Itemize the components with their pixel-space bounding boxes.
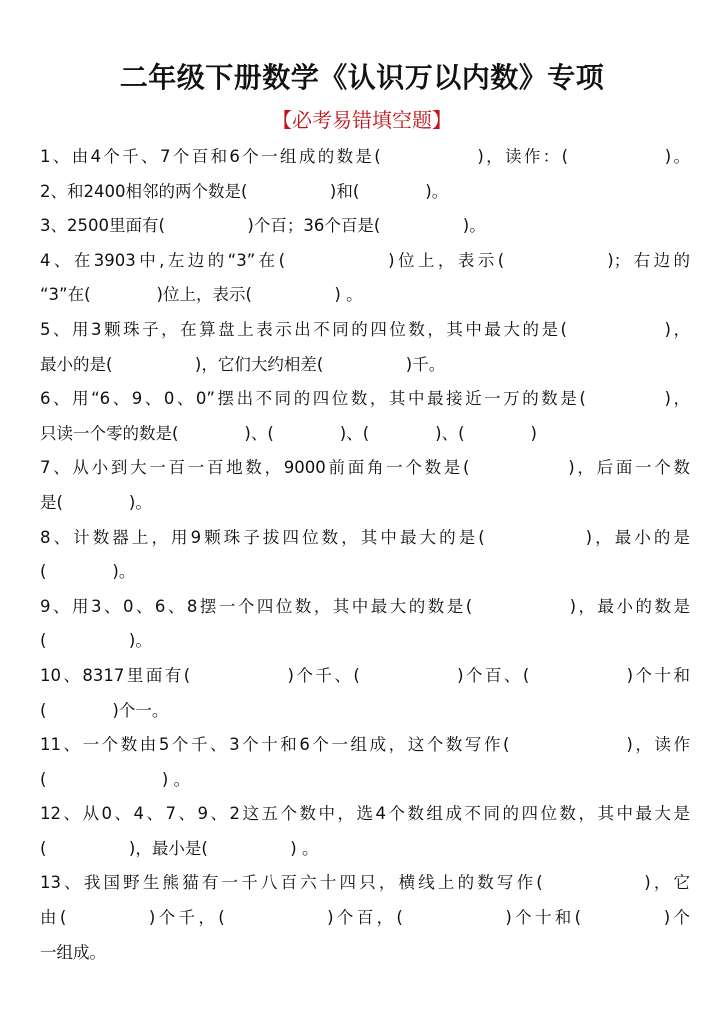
question-line: 一组成。 [40,942,106,962]
question-line: ( )个一。 [40,700,169,720]
question-line: 12、从0、4、7、9、2这五个数中，选4个数组成不同的四位数，其中最大是 [40,804,690,824]
question-line: 1、由4个千、7个百和6个一组成的数是( )，读作：( )。 [40,147,690,166]
question-line: 10、8317里面有( )个千、( )个百、( )个十和 [40,665,690,685]
question-line: 由( )个千，( )个百，( )个十和( )个 [40,908,690,928]
question-line: 4、在3903中,左边的“3”在( )位上，表示( )；右边的 [40,250,690,270]
question-line: ( )，最小是( ) 。 [40,838,319,858]
question-line: 5、用3颗珠子，在算盘上表示出不同的四位数，其中最大的是( )， [40,319,690,339]
page-title: 二年级下册数学《认识万以内数》专项 [119,61,605,94]
question-line: 13、我国野生熊猫有一千八百六十四只，横线上的数写作( )，它 [40,873,690,893]
question-line: 6、用“6、9、0、0”摆出不同的四位数，其中最接近一万的数是( )， [40,389,690,409]
question-line: 2、和2400相邻的两个数是( )和( )。 [40,181,449,201]
question-list [40,144,690,974]
question-line: 只读一个零的数是( )、( )、( )、( ) [40,423,537,443]
question-line: 3、2500里面有( )个百；36个百是( )。 [40,216,486,236]
question-line: 8、计数器上，用9颗珠子拔四位数，其中最大的是( )，最小的是 [40,527,690,547]
question-line: ( ) 。 [40,769,191,789]
question-line: ( )。 [40,562,136,582]
question-line: 11、一个数由5个千、3个十和6个一组成，这个数写作( )，读作 [40,735,690,755]
question-line: 最小的是( )，它们大约相差( )千。 [40,354,446,374]
question-line: 7、从小到大一百一百地数，9000前面角一个数是( )，后面一个数 [40,458,690,478]
question-line: 9、用3、0、6、8摆一个四位数，其中最大的数是( )，最小的数是 [40,596,690,616]
question-line: “3”在( )位上，表示( ) 。 [40,285,363,305]
question-line: 是( )。 [40,492,152,512]
question-line: ( )。 [40,631,152,651]
section-subtitle: 【必考易错填空题】 [272,108,452,132]
